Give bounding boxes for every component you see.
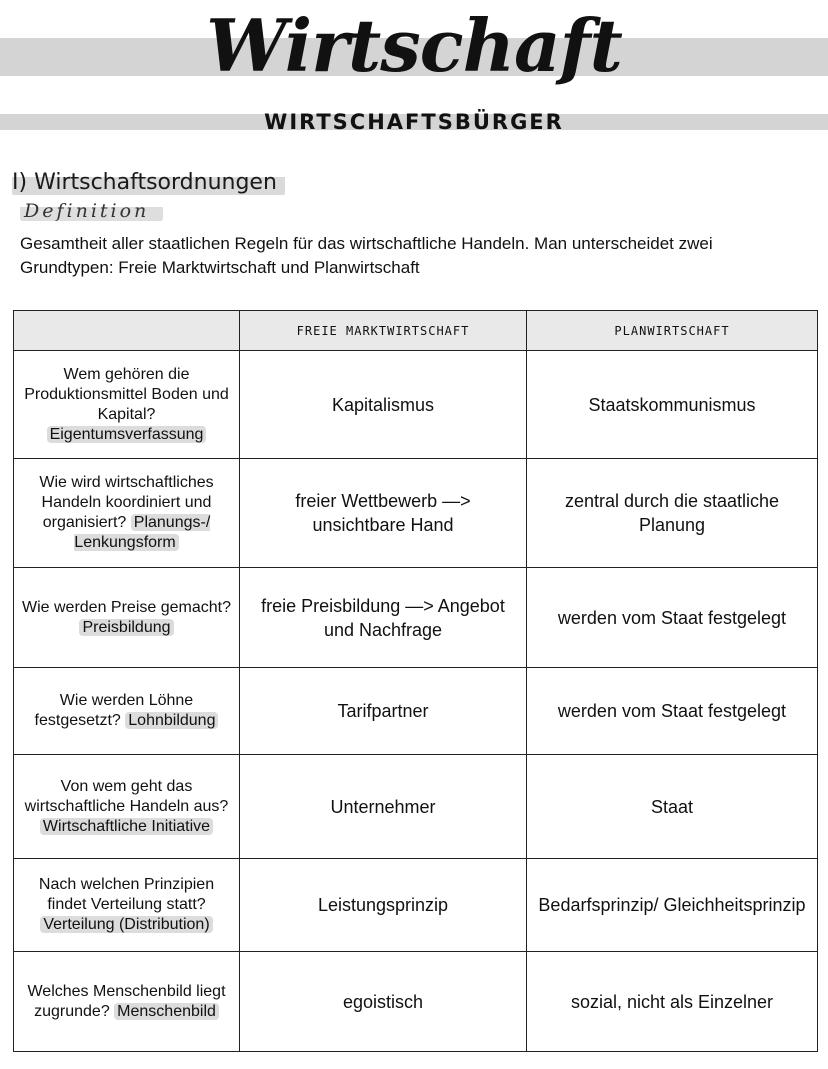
- section-heading: I) Wirtschaftsordnungen: [12, 168, 285, 198]
- row-free-market-value: freie Preisbildung —> Angebot und Nachfrage: [240, 568, 527, 668]
- definition-text: Gesamtheit aller staatlichen Regeln für das wirtschaftliche Handeln. Man unterscheidet zwei Grundtypen: Freie Marktwirtschaft und Planwirtschaft: [20, 234, 713, 277]
- row-question: Nach welchen Prinzipien findet Verteilung statt?: [38, 876, 215, 913]
- table-row: [14, 351, 818, 459]
- row-term: Wirtschaftliche Initiative: [40, 818, 213, 835]
- row-free-market-value: egoistisch: [240, 952, 527, 1052]
- column-header-planned-economy: PLANWIRTSCHAFT: [527, 311, 818, 351]
- row-question-cell: [14, 568, 240, 668]
- row-question: Wie werden Löhne festgesetzt?: [34, 692, 194, 729]
- row-term: Eigentumsverfassung: [47, 426, 207, 443]
- row-question-cell: [14, 952, 240, 1052]
- row-question: Wem gehören die Produktionsmittel Boden und Kapital?: [24, 365, 229, 423]
- comparison-table: [13, 310, 818, 1052]
- table-row: [14, 859, 818, 952]
- table-row: [14, 755, 818, 859]
- row-term: Planungs-/ Lenkungsform: [74, 514, 211, 551]
- table-row: [14, 668, 818, 755]
- row-question-cell: [14, 668, 240, 755]
- table-row: [14, 459, 818, 568]
- row-free-market-value: Kapitalismus: [240, 351, 527, 459]
- table-row: [14, 568, 818, 668]
- row-question-cell: [14, 459, 240, 568]
- row-question-cell: [14, 755, 240, 859]
- row-term: Preisbildung: [79, 619, 173, 636]
- row-question-cell: [14, 351, 240, 459]
- row-term: Verteilung (Distribution): [40, 916, 212, 933]
- row-term: Menschenbild: [114, 1003, 219, 1020]
- row-term: Lohnbildung: [125, 712, 218, 729]
- row-planned-value: werden vom Staat festgelegt: [527, 668, 818, 755]
- column-header-free-market: FREIE MARKTWIRTSCHAFT: [240, 311, 527, 351]
- row-planned-value: Staatskommunismus: [527, 351, 818, 459]
- row-question: Welches Menschenbild liegt zugrunde?: [27, 982, 226, 1020]
- column-header-empty: [14, 311, 240, 351]
- row-free-market-value: freier Wettbewerb —> unsichtbare Hand: [240, 459, 527, 568]
- row-planned-value: sozial, nicht als Einzelner: [527, 952, 818, 1052]
- row-planned-value: zentral durch die staatliche Planung: [527, 459, 818, 568]
- row-planned-value: werden vom Staat festgelegt: [527, 568, 818, 668]
- row-free-market-value: Leistungsprinzip: [240, 859, 527, 952]
- row-question: Von wem geht das wirtschaftliche Handeln aus?: [24, 777, 229, 815]
- definition-label: Definition: [20, 197, 163, 225]
- page-title: Wirtschaft: [206, 3, 622, 88]
- row-free-market-value: Tarifpartner: [240, 668, 527, 755]
- row-planned-value: Bedarfsprinzip/ Gleichheitsprinzip: [527, 859, 818, 952]
- table-row: [14, 952, 818, 1052]
- row-question: Wie werden Preise gemacht?: [22, 598, 231, 616]
- table-header-row: [14, 311, 818, 351]
- page-subtitle: WIRTSCHAFTSBÜRGER: [264, 110, 564, 134]
- row-question-cell: [14, 859, 240, 952]
- row-planned-value: Staat: [527, 755, 818, 859]
- row-question: Wie wird wirtschaftliches Handeln koordiniert und organisiert?: [39, 474, 214, 531]
- row-free-market-value: Unternehmer: [240, 755, 527, 859]
